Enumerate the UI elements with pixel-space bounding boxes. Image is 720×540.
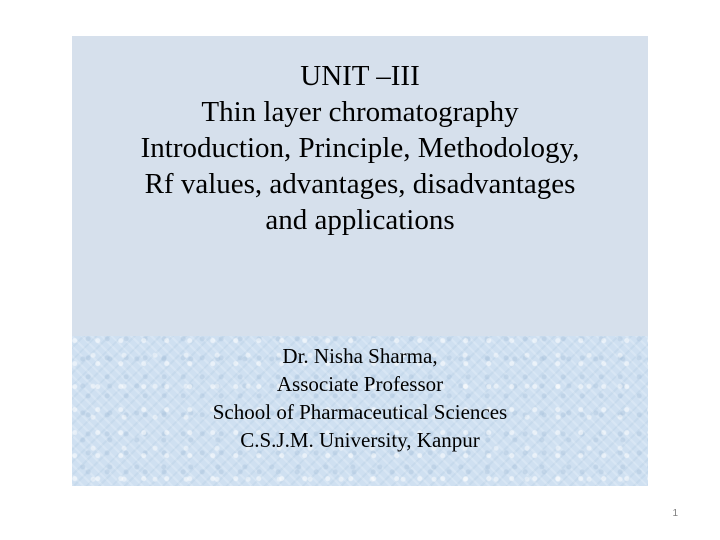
author-designation: Associate Professor [276, 372, 444, 396]
author-panel [72, 336, 648, 486]
page-number: 1 [672, 508, 678, 519]
author-block [72, 342, 648, 454]
title-line-subtopics-3: and applications [265, 204, 455, 236]
slide-title [72, 58, 648, 238]
author-name: Dr. Nisha Sharma, [282, 344, 438, 368]
title-line-topic: Thin layer chromatography [201, 96, 519, 128]
title-line-unit: UNIT –III [300, 60, 420, 92]
author-school: School of Pharmaceutical Sciences [212, 400, 508, 424]
title-line-subtopics-1: Introduction, Principle, Methodology, [140, 132, 580, 164]
author-university: C.S.J.M. University, Kanpur [240, 428, 480, 452]
title-line-subtopics-2: Rf values, advantages, disadvantages [144, 168, 576, 200]
title-panel [72, 36, 648, 336]
